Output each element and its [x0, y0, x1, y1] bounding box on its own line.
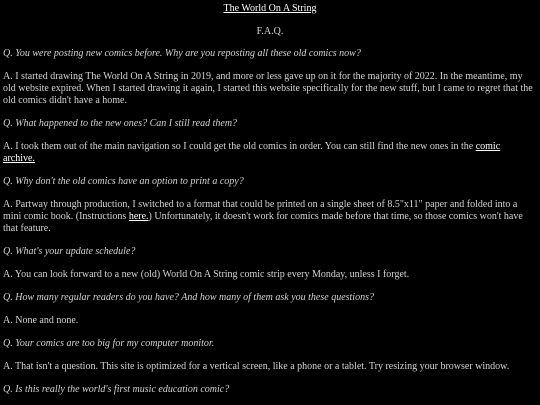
- answer-text: A. Partway through production, I switched to a format that could be printed on a single sheet of 8.5"x11" paper and folded into a mini comic book. (Instructions: [3, 199, 518, 222]
- faq-answer: [3, 199, 533, 235]
- comic-archive-link[interactable]: comic archive.: [3, 141, 501, 164]
- faq-answer: A. That isn't a question. This site is optimized for a vertical screen, like a phone or a tablet. Try resizing your browser window.: [3, 361, 510, 372]
- faq-question: Q. Your comics are too big for my computer monitor.: [3, 338, 215, 349]
- faq-question: Q. You were posting new comics before. Why are you reposting all these old comics now?: [3, 48, 361, 59]
- faq-question: Q. What happened to the new ones? Can I still read them?: [3, 118, 238, 129]
- site-title: [0, 3, 540, 15]
- faq-answer: A. I started drawing The World On A String in 2019, and more or less gave up on it for the majority of 2022. In the meantime, my old website expired. When I started drawing it again, I started this website specifically for the new stuff, but I came to regret that the old comics didn't have a home.: [3, 71, 533, 106]
- faq-question: Q. What's your update schedule?: [3, 246, 136, 257]
- faq-list: [3, 48, 533, 405]
- faq-question: Q. Is this really the world's first music education comic?: [3, 384, 230, 395]
- site-title-link[interactable]: The World On A String: [223, 3, 317, 14]
- faq-heading: F.A.Q.: [256, 26, 284, 37]
- faq-answer: A. You can look forward to a new (old) World On A String comic strip every Monday, unless I forget.: [3, 269, 410, 280]
- answer-text: ) Unfortunately, it doesn't work for comics made before that time, so those comics won't have that feature.: [3, 211, 523, 234]
- print-instructions-link[interactable]: here.: [128, 211, 149, 222]
- faq-answer: A. None and none.: [3, 315, 79, 326]
- answer-text: A. I took them out of the main navigation so I could get the old comics in order. You can still find the new ones in the: [3, 141, 476, 152]
- faq-question: Q. How many regular readers do you have? And how many of them ask you these questions?: [3, 292, 374, 303]
- faq-answer: [3, 141, 533, 165]
- faq-question: Q. Why don't the old comics have an option to print a copy?: [3, 176, 244, 187]
